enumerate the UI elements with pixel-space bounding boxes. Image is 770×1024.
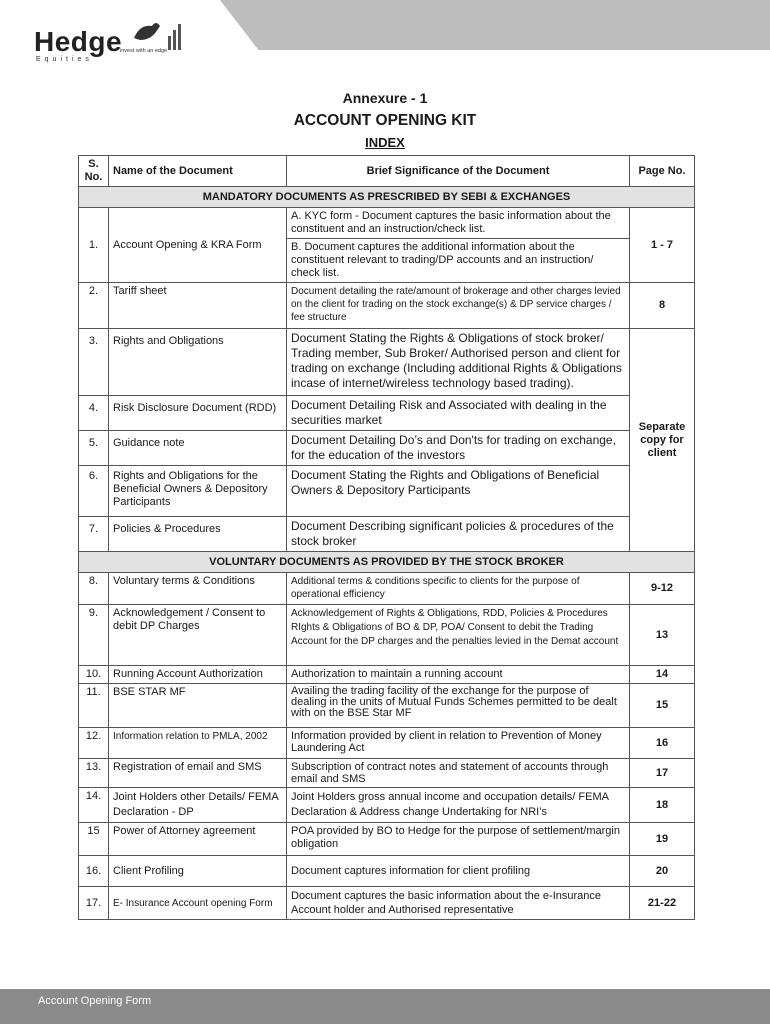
row-brief: Document Stating the Rights and Obligations of Beneficial Owners & Depository Participants xyxy=(287,466,630,517)
row-page: 19 xyxy=(630,823,695,856)
row-page: 16 xyxy=(630,728,695,759)
header-band xyxy=(220,0,770,50)
row-sno: 14. xyxy=(79,788,109,823)
bull-logo-icon xyxy=(126,18,182,52)
table-row xyxy=(79,823,695,856)
row-sno: 8. xyxy=(79,573,109,605)
table-row xyxy=(79,788,695,823)
row-page: 20 xyxy=(630,856,695,887)
row-doc-name: Registration of email and SMS xyxy=(109,759,287,788)
row-sno: 1. xyxy=(79,208,109,283)
row-sno: 4. xyxy=(79,396,109,431)
row-page: 1 - 7 xyxy=(630,208,695,283)
section-row-voluntary xyxy=(79,552,695,573)
row-brief: Document Describing significant policies & procedures of the stock broker xyxy=(287,517,630,552)
row-brief: Additional terms & conditions specific to clients for the purpose of operational efficiency xyxy=(287,573,630,605)
row-brief: Document Stating the Rights & Obligations of stock broker/ Trading member, Sub Broker/ Authorised person and client for trading on exchange (Including additional Rights & Obligations incase of internet/wireless technology based trading). xyxy=(287,329,630,396)
table-row xyxy=(79,466,695,517)
row-page: 14 xyxy=(630,666,695,684)
row-page-separate: Separate copy for client xyxy=(630,329,695,552)
index-label: INDEX xyxy=(365,135,405,150)
row-doc-name: Joint Holders other Details/ FEMA Declaration - DP xyxy=(109,788,287,823)
row-brief: B. Document captures the additional information about the constituent relevant to trading/DP accounts and an instruction/ check list. xyxy=(287,239,630,283)
row-sno: 10. xyxy=(79,666,109,684)
row-brief: Document Detailing Do’s and Don'ts for trading on exchange, for the education of the investors xyxy=(287,431,630,466)
row-doc-name: Power of Attorney agreement xyxy=(109,823,287,856)
row-doc-name: Guidance note xyxy=(109,431,287,466)
row-page: 15 xyxy=(630,684,695,728)
row-doc-name: Client Profiling xyxy=(109,856,287,887)
row-doc-name: Tariff sheet xyxy=(109,283,287,329)
row-brief: Availing the trading facility of the exchange for the purpose of dealing in the units of Mutual Funds Schemes permitted to be dealt with on the BSE Star MF xyxy=(287,684,630,728)
col-sno-header: S. No. xyxy=(79,156,109,187)
row-doc-name: BSE STAR MF xyxy=(109,684,287,728)
row-sno: 3. xyxy=(79,329,109,396)
row-brief: POA provided by BO to Hedge for the purpose of settlement/margin obligation xyxy=(287,823,630,856)
row-brief: Joint Holders gross annual income and occupation details/ FEMA Declaration & Address change Undertaking for NRI’s xyxy=(287,788,630,823)
row-doc-name: Running Account Authorization xyxy=(109,666,287,684)
row-brief: Document Detailing Risk and Associated with dealing in the securities market xyxy=(287,396,630,431)
table-row xyxy=(79,684,695,728)
row-doc-name: Policies & Procedures xyxy=(109,517,287,552)
table-row xyxy=(79,283,695,329)
col-page-header: Page No. xyxy=(630,156,695,187)
annexure-label: Annexure - 1 xyxy=(342,90,428,106)
row-brief: Subscription of contract notes and statement of accounts through email and SMS xyxy=(287,759,630,788)
row-sno: 11. xyxy=(79,684,109,728)
row-brief: Acknowledgement of Rights & Obligations, RDD, Policies & Procedures RIghts & Obligations of BO & DP, POA/ Consent to debit the Trading Account for the DP charges and the penalties levied in the Demat account xyxy=(287,605,630,666)
row-sno: 5. xyxy=(79,431,109,466)
row-sno: 12. xyxy=(79,728,109,759)
row-brief: Document captures information for client profiling xyxy=(287,856,630,887)
table-row xyxy=(79,329,695,396)
row-sno: 9. xyxy=(79,605,109,666)
row-doc-name: Account Opening & KRA Form xyxy=(109,208,287,283)
row-brief: Authorization to maintain a running account xyxy=(287,666,630,684)
row-sno: 17. xyxy=(79,887,109,920)
table-row xyxy=(79,208,695,239)
row-sno: 13. xyxy=(79,759,109,788)
row-doc-name: Acknowledgement / Consent to debit DP Charges xyxy=(109,605,287,666)
row-brief: Information provided by client in relation to Prevention of Money Laundering Act xyxy=(287,728,630,759)
index-table xyxy=(78,155,695,920)
row-brief: A. KYC form - Document captures the basic information about the constituent and an instruction/check list. xyxy=(287,208,630,239)
row-sno: 15 xyxy=(79,823,109,856)
row-doc-name: Voluntary terms & Conditions xyxy=(109,573,287,605)
footer-bar xyxy=(0,989,770,1024)
hedge-logo xyxy=(34,26,168,63)
row-page: 21-22 xyxy=(630,887,695,920)
page-title: ACCOUNT OPENING KIT xyxy=(293,112,477,129)
row-doc-name: Risk Disclosure Document (RDD) xyxy=(109,396,287,431)
row-sno: 2. xyxy=(79,283,109,329)
section-voluntary-label: VOLUNTARY DOCUMENTS AS PROVIDED BY THE STOCK BROKER xyxy=(79,552,695,573)
col-brief-header: Brief Significance of the Document xyxy=(287,156,630,187)
row-doc-name: Rights and Obligations xyxy=(109,329,287,396)
table-row xyxy=(79,759,695,788)
row-page: 8 xyxy=(630,283,695,329)
table-row xyxy=(79,728,695,759)
row-sno: 6. xyxy=(79,466,109,517)
footer-label: Account Opening Form xyxy=(38,995,152,1007)
row-doc-name: Information relation to PMLA, 2002 xyxy=(109,728,287,759)
row-doc-name: Rights and Obligations for the Beneficial Owners & Depository Participants xyxy=(109,466,287,517)
row-brief: Document captures the basic information about the e-Insurance Account holder and Authorised representative xyxy=(287,887,630,920)
table-row xyxy=(79,887,695,920)
table-row xyxy=(79,666,695,684)
row-sno: 7. xyxy=(79,517,109,552)
table-row xyxy=(79,573,695,605)
section-mandatory-label: MANDATORY DOCUMENTS AS PRESCRIBED BY SEBI & EXCHANGES xyxy=(79,187,695,208)
logo-subtitle: Equities xyxy=(36,56,93,63)
section-row-mandatory xyxy=(79,187,695,208)
table-row xyxy=(79,431,695,466)
table-row xyxy=(79,605,695,666)
row-brief: Document detailing the rate/amount of brokerage and other charges levied on the client for trading on the stock exchange(s) & DP service charges / fee structure xyxy=(287,283,630,329)
table-header-row xyxy=(79,156,695,187)
table-row xyxy=(79,517,695,552)
table-row xyxy=(79,396,695,431)
logo-wordmark: Hedge xyxy=(34,26,123,57)
row-page: 9-12 xyxy=(630,573,695,605)
col-name-header: Name of the Document xyxy=(109,156,287,187)
row-page: 17 xyxy=(630,759,695,788)
table-row xyxy=(79,856,695,887)
row-page: 18 xyxy=(630,788,695,823)
row-sno: 16. xyxy=(79,856,109,887)
row-doc-name: E- Insurance Account opening Form xyxy=(109,887,287,920)
logo-tagline: invest with an edge xyxy=(120,48,168,54)
row-page: 13 xyxy=(630,605,695,666)
